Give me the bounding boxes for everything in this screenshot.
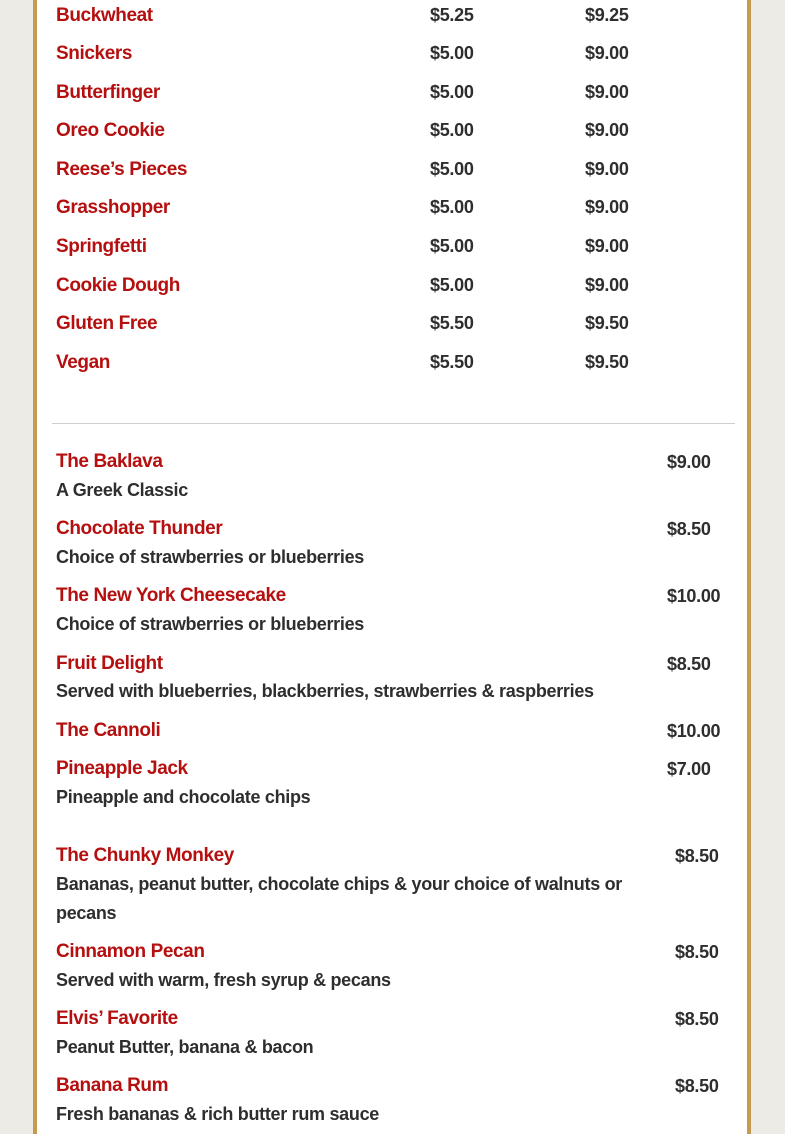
flavor-price-small: $5.00 [430, 43, 474, 63]
specialty-description: Bananas, peanut butter, chocolate chips & your choice of walnuts or pecans [56, 874, 623, 923]
specialty-description: Served with warm, fresh syrup & pecans [56, 970, 391, 990]
specialty-name: Chocolate Thunder [56, 518, 223, 539]
flavor-price-small: $5.50 [430, 313, 474, 333]
specialty-description: Served with blueberries, blackberries, strawberries & raspberries [56, 681, 594, 701]
flavor-price-large: $9.00 [585, 43, 629, 63]
flavor-name: Buckwheat [56, 5, 153, 26]
flavor-name: Grasshopper [56, 197, 170, 218]
flavor-name: Butterfinger [56, 82, 160, 103]
specialty-price: $8.50 [675, 846, 719, 866]
flavor-price-large: $9.50 [585, 352, 629, 372]
specialty-name: Elvis’ Favorite [56, 1008, 178, 1029]
flavor-name: Cookie Dough [56, 275, 180, 296]
specialty-price: $8.50 [667, 519, 711, 539]
flavor-name: Vegan [56, 352, 110, 373]
flavor-price-large: $9.25 [585, 5, 629, 25]
specialty-description: Choice of strawberries or blueberries [56, 614, 365, 634]
specialty-description: A Greek Classic [56, 480, 188, 500]
flavor-price-small: $5.25 [430, 5, 474, 25]
flavor-price-large: $9.00 [585, 82, 629, 102]
specialty-name: The Cannoli [56, 720, 161, 741]
specialty-price: $8.50 [675, 1009, 719, 1029]
specialty-price: $8.50 [675, 942, 719, 962]
section-divider [52, 423, 735, 424]
specialty-name: Banana Rum [56, 1075, 169, 1096]
flavor-name: Gluten Free [56, 313, 158, 334]
flavor-name: Springfetti [56, 236, 147, 257]
flavor-price-small: $5.00 [430, 275, 474, 295]
specialty-name: The Chunky Monkey [56, 845, 234, 866]
specialty-description: Fresh bananas & rich butter rum sauce [56, 1104, 379, 1124]
specialty-price: $9.00 [667, 452, 711, 472]
specialty-price: $7.00 [667, 759, 711, 779]
specialty-price: $8.50 [675, 1076, 719, 1096]
flavor-name: Oreo Cookie [56, 120, 165, 141]
flavor-price-small: $5.00 [430, 82, 474, 102]
specialty-name: The New York Cheesecake [56, 585, 286, 606]
specialty-name: The Baklava [56, 451, 163, 472]
flavor-price-large: $9.50 [585, 313, 629, 333]
flavor-price-large: $9.00 [585, 275, 629, 295]
specialty-description: Peanut Butter, banana & bacon [56, 1037, 314, 1057]
specialty-name: Cinnamon Pecan [56, 941, 205, 962]
flavor-price-large: $9.00 [585, 159, 629, 179]
specialty-price: $10.00 [667, 586, 721, 606]
specialty-description: Pineapple and chocolate chips [56, 787, 311, 807]
flavor-price-large: $9.00 [585, 197, 629, 217]
specialty-price: $10.00 [667, 721, 721, 741]
flavor-price-small: $5.00 [430, 159, 474, 179]
specialty-price: $8.50 [667, 654, 711, 674]
specialty-name: Pineapple Jack [56, 758, 188, 779]
flavor-price-small: $5.00 [430, 120, 474, 140]
specialty-description: Choice of strawberries or blueberries [56, 547, 365, 567]
flavor-price-small: $5.00 [430, 236, 474, 256]
flavor-price-large: $9.00 [585, 120, 629, 140]
flavor-name: Reese’s Pieces [56, 159, 188, 180]
flavor-price-large: $9.00 [585, 236, 629, 256]
specialty-name: Fruit Delight [56, 653, 163, 674]
flavor-price-small: $5.00 [430, 197, 474, 217]
flavor-price-small: $5.50 [430, 352, 474, 372]
flavor-name: Snickers [56, 43, 133, 64]
